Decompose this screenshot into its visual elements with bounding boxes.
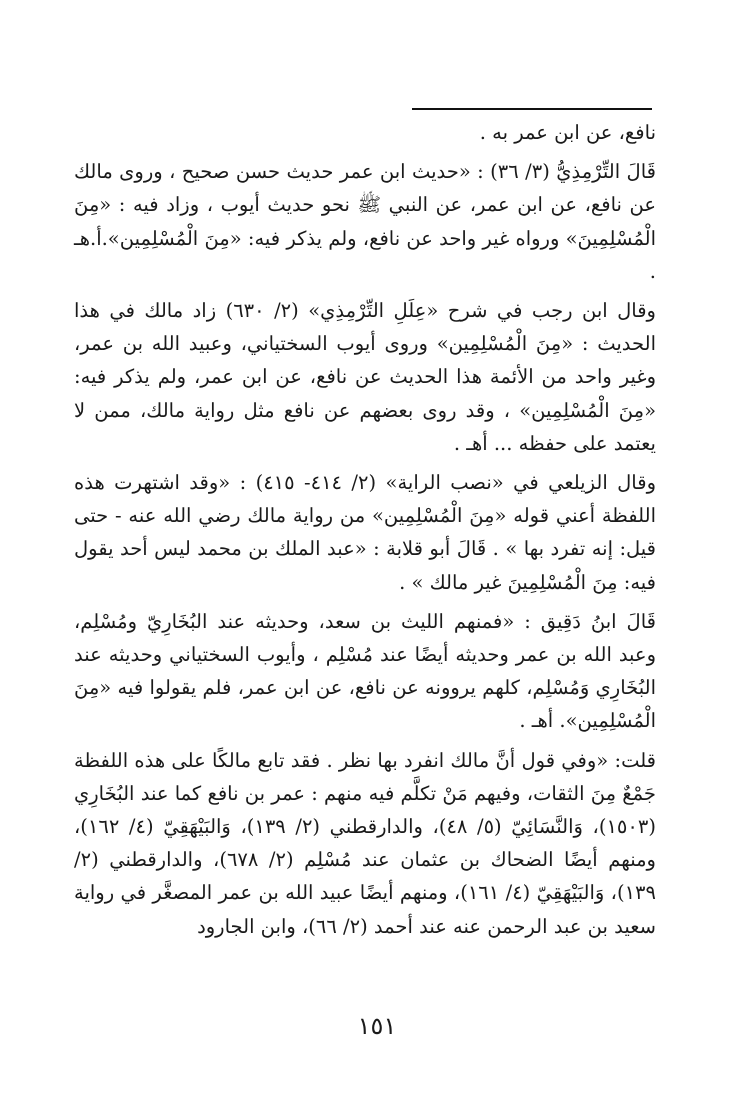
page-number: ١٥١ (357, 1012, 397, 1040)
paragraph-5: قَالَ ابنُ دَقِيق : «فمنهم الليث بن سعد، وحديثه عند البُخَارِيّ ومُسْلِم، وعبد الله بن عمر وحديثه أيضًا عند مُسْلِم ، وأيوب السختياني وحديثه عند البُخَارِي وَمُسْلِم، كلهم يروونه عن نافع، عن ابن عمر، فلم يقولوا فيه «مِنَ الْمُسْلِمِين». أهـ . (74, 609, 656, 733)
paragraph-3: وقال ابن رجب في شرح «عِلَلِ التِّرْمِذِي» (٢/ ٦٣٠) زاد مالك في هذا الحديث : «مِنَ الْمُسْلِمِين» وروى أيوب السختياني، وعبيد الله بن عمر، وغير واحد من الأئمة هذا الحديث عن نافع، عن ابن عمر، ولم يذكر فيه: «مِنَ الْمُسْلِمِين» ، وقد روى بعضهم عن نافع مثل رواية مالك، ممن لا يعتمد على حفظه ... أهـ . (74, 299, 656, 455)
paragraph-6: قلت: «وفي قول أنَّ مالك انفرد بها نظر . فقد تابع مالكًا على هذه اللفظة جَمْعٌ مِنَ الثقات، وفيهم مَنْ تكلَّم فيه منهم : عمر بن نافع كما عند البُخَارِي (١٥٠٣)، وَالنَّسَائِيّ (٥/ ٤٨)، والدارقطني (٢/ ١٣٩)، وَالبَيْهَقِيّ (٤/ ١٦٢)، ومنهم أيضًا الضحاك بن عثمان عند مُسْلِم (٢/ ٦٧٨)، والدارقطني (٢/ ١٣٩)، وَالبَيْهَقِيّ (٤/ ١٦١)، ومنهم أيضًا عبيد الله بن عمر المصغَّر في رواية سعيد بن عبد الرحمن عنه عند أحمد (٢/ ٦٦)، وابن الجارود (74, 748, 656, 938)
paragraph-1: نافع، عن ابن عمر به . (479, 121, 656, 144)
paragraph-4: وقال الزيلعي في «نصب الراية» (٢/ ٤١٤- ٤١٥) : «وقد اشتهرت هذه اللفظة أعني قوله «مِنَ الْمُسْلِمِين» من رواية مالك رضي الله عنه - حتى قيل: إنه تفرد بها » . قَالَ أبو قلابة : «عبد الملك بن محمد ليس أحد يقول فيه: مِنَ الْمُسْلِمِينَ غير مالك » . (74, 471, 656, 594)
paragraph-2: قَالَ التِّرْمِذِيُّ (٣/ ٣٦) : «حديث ابن عمر حديث حسن صحيح ، وروى مالك عن نافع، عن ابن عمر، عن النبي ﷺ نحو حديث أيوب ، وزاد فيه : «مِنَ الْمُسْلِمِينَ» ورواه غير واحد عن نافع، ولم يذكر فيه: «مِنَ الْمُسْلِمِين».أ.هـ . (74, 160, 656, 283)
body-text (74, 116, 656, 943)
header-rule (412, 108, 652, 110)
